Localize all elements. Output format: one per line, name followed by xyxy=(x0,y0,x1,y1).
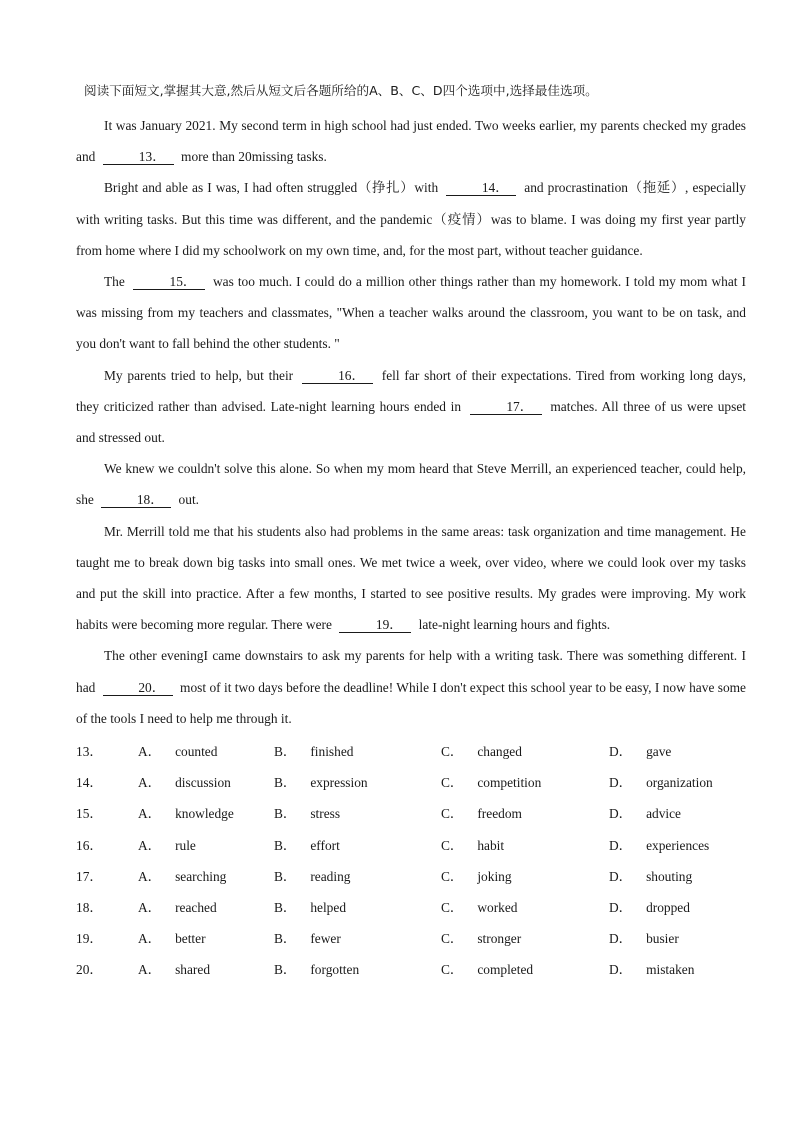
option-text: competition xyxy=(477,775,542,791)
option-b xyxy=(274,923,341,954)
option-text: dropped xyxy=(646,900,690,915)
paragraph-text: It was January 2021. My second term in high school had just ended. Two weeks earlier, my parents checked my grades and xyxy=(76,118,746,165)
option-letter: D． xyxy=(609,837,633,853)
blank-19: 19． xyxy=(339,617,411,633)
blank-17: 17． xyxy=(470,399,542,415)
option-letter: C． xyxy=(441,868,464,884)
question-number: 18． xyxy=(76,900,103,915)
option-a xyxy=(138,736,217,767)
option-c xyxy=(441,798,522,829)
option-text: changed xyxy=(477,744,522,760)
question-row xyxy=(76,892,746,923)
paragraph-text: more than 20missing tasks. xyxy=(177,149,327,165)
paragraph-text: We knew we couldn't solve this alone. So when my mom heard that Steve Merrill, an experienced teacher, could help, she xyxy=(76,461,746,508)
question-row xyxy=(76,798,746,829)
option-text: worked xyxy=(477,900,518,915)
question-row xyxy=(76,736,746,767)
question-row xyxy=(76,954,746,985)
passage-paragraph-3 xyxy=(76,266,746,360)
option-text: discussion xyxy=(175,775,231,791)
paragraph-text: The xyxy=(104,274,129,290)
question-row xyxy=(76,923,746,954)
option-text: advice xyxy=(646,806,682,822)
option-letter: A． xyxy=(138,806,162,822)
option-text: stronger xyxy=(477,931,522,947)
question-row xyxy=(76,861,746,892)
option-d xyxy=(609,736,671,767)
option-a xyxy=(138,892,217,923)
option-letter: A． xyxy=(138,837,162,853)
question-number: 14． xyxy=(76,775,103,791)
option-a xyxy=(138,923,206,954)
option-d xyxy=(609,767,713,798)
option-c xyxy=(441,923,521,954)
option-text: searching xyxy=(175,868,227,884)
option-text: joking xyxy=(477,868,512,884)
blank-13: 13． xyxy=(103,149,174,165)
option-text: organization xyxy=(646,775,713,791)
option-letter: A． xyxy=(138,962,162,978)
option-letter: A． xyxy=(138,744,162,760)
option-text: effort xyxy=(310,837,340,853)
option-text: helped xyxy=(310,900,347,915)
option-letter: C． xyxy=(441,744,464,760)
question-number: 15． xyxy=(76,806,103,822)
blank-20: 20． xyxy=(103,680,173,696)
option-text: shared xyxy=(175,962,211,978)
option-letter: B． xyxy=(274,744,297,760)
option-b xyxy=(274,736,353,767)
option-b xyxy=(274,830,340,861)
option-letter: D． xyxy=(609,806,633,822)
passage-paragraph-7 xyxy=(76,640,746,734)
option-letter: C． xyxy=(441,775,464,791)
option-b xyxy=(274,767,368,798)
question-number: 20． xyxy=(76,962,103,978)
passage-paragraph-1 xyxy=(76,110,746,172)
option-text: experiences xyxy=(646,837,710,853)
blank-18: 18． xyxy=(101,492,171,508)
option-letter: D． xyxy=(609,962,633,978)
option-c xyxy=(441,767,541,798)
option-a xyxy=(138,798,234,829)
option-letter: A． xyxy=(138,868,162,884)
passage-paragraph-2 xyxy=(76,172,746,266)
option-a xyxy=(138,861,226,892)
option-text: expression xyxy=(310,775,368,791)
option-d xyxy=(609,798,681,829)
option-a xyxy=(138,767,231,798)
passage-paragraph-5 xyxy=(76,453,746,515)
option-text: reading xyxy=(310,868,351,884)
paragraph-text: matches. All three of us were upset and stressed out. xyxy=(76,398,746,446)
option-letter: D． xyxy=(609,931,633,947)
option-b xyxy=(274,892,346,923)
option-c xyxy=(441,861,512,892)
option-letter: B． xyxy=(274,868,297,884)
paragraph-text: My parents tried to help, but their xyxy=(104,367,298,383)
option-d xyxy=(609,861,692,892)
option-letter: C． xyxy=(441,931,464,947)
option-d xyxy=(609,830,709,861)
option-d xyxy=(609,954,694,985)
option-text: completed xyxy=(477,962,534,978)
paragraph-text: fell far short of their expectations. Tired from working long days, they criticized rather than advised. Late-night learning hours ended in xyxy=(76,367,746,414)
question-number: 17． xyxy=(76,868,103,884)
option-letter: D． xyxy=(609,744,633,760)
option-b xyxy=(274,861,350,892)
option-b xyxy=(274,954,359,985)
option-text: rule xyxy=(175,837,196,853)
option-text: finished xyxy=(310,744,354,760)
option-text: forgotten xyxy=(310,962,360,978)
option-text: knowledge xyxy=(175,806,234,822)
option-letter: C． xyxy=(441,962,464,978)
option-letter: B． xyxy=(274,962,297,978)
paragraph-text: most of it two days before the deadline! While I don't expect this school year to be easy, I now have some of the tools I need to help me through it. xyxy=(76,679,747,726)
option-b xyxy=(274,798,340,829)
option-letter: C． xyxy=(441,837,464,853)
option-d xyxy=(609,892,690,923)
option-text: habit xyxy=(477,837,505,853)
question-row xyxy=(76,830,746,861)
option-letter: B． xyxy=(274,931,297,947)
paragraph-text: out. xyxy=(175,492,200,508)
option-a xyxy=(138,954,210,985)
question-list xyxy=(76,736,746,986)
option-c xyxy=(441,736,522,767)
option-text: better xyxy=(175,931,206,947)
passage-paragraph-4 xyxy=(76,360,746,454)
blank-15: 15． xyxy=(133,274,205,290)
option-letter: D． xyxy=(609,868,633,884)
option-letter: B． xyxy=(274,775,297,791)
blank-14: 14． xyxy=(446,180,516,196)
option-c xyxy=(441,954,533,985)
option-letter: B． xyxy=(274,900,297,915)
paragraph-text: and procrastination（拖延）, especially with writing tasks. But this time was different, and the pandemic（疫情）was to blame. I was doing my first year partly from home where I did my schoolwork on my own time, and, for the most part, without teacher guidance. xyxy=(76,180,746,258)
passage-paragraph-6 xyxy=(76,516,746,641)
option-letter: D． xyxy=(609,900,633,915)
option-letter: A． xyxy=(138,775,162,791)
option-letter: C． xyxy=(441,900,464,915)
question-number: 13． xyxy=(76,744,103,760)
paragraph-text: late-night learning hours and fights. xyxy=(415,617,611,633)
question-row xyxy=(76,767,746,798)
question-number: 16． xyxy=(76,837,103,853)
document-page xyxy=(76,79,746,986)
option-letter: C． xyxy=(441,806,464,822)
option-text: shouting xyxy=(646,868,693,884)
option-text: stress xyxy=(310,806,341,822)
option-a xyxy=(138,830,196,861)
paragraph-text: was too much. I could do a million other things rather than my homework. I told my mom what I was missing from my teachers and classmates, "When a teacher walks around the classroom, you want to be on task, and you don't want to fall behind the other students. " xyxy=(76,274,747,352)
option-text: counted xyxy=(175,744,218,760)
option-c xyxy=(441,830,504,861)
option-letter: B． xyxy=(274,837,297,853)
paragraph-text: The other eveningI came downstairs to ask my parents for help with a writing task. There was something different. I had xyxy=(76,648,746,695)
option-text: mistaken xyxy=(646,962,695,978)
option-text: fewer xyxy=(310,931,341,947)
question-number: 19． xyxy=(76,931,103,947)
option-d xyxy=(609,923,679,954)
option-text: busier xyxy=(646,931,679,947)
option-text: gave xyxy=(646,744,672,760)
option-text: reached xyxy=(175,900,217,915)
option-letter: A． xyxy=(138,931,162,947)
blank-16: 16． xyxy=(302,368,373,384)
option-c xyxy=(441,892,518,923)
paragraph-text: Mr. Merrill told me that his students also had problems in the same areas: task organization and time management. He taught me to break down big tasks into small ones. We met twice a week, over video, where we could look over my tasks and put the skill into practice. After a few months, I started to see positive results. My grades were improving. My work habits were becoming more regular. There were xyxy=(76,523,746,633)
option-letter: B． xyxy=(274,806,297,822)
option-text: freedom xyxy=(477,806,522,822)
instructions: 阅读下面短文,掌握其大意,然后从短文后各题所给的A、B、C、D四个选项中,选择最佳选项。 xyxy=(84,83,598,98)
option-letter: A． xyxy=(138,900,162,915)
paragraph-text: Bright and able as I was, I had often struggled（挣扎）with xyxy=(104,180,443,196)
option-letter: D． xyxy=(609,775,633,791)
